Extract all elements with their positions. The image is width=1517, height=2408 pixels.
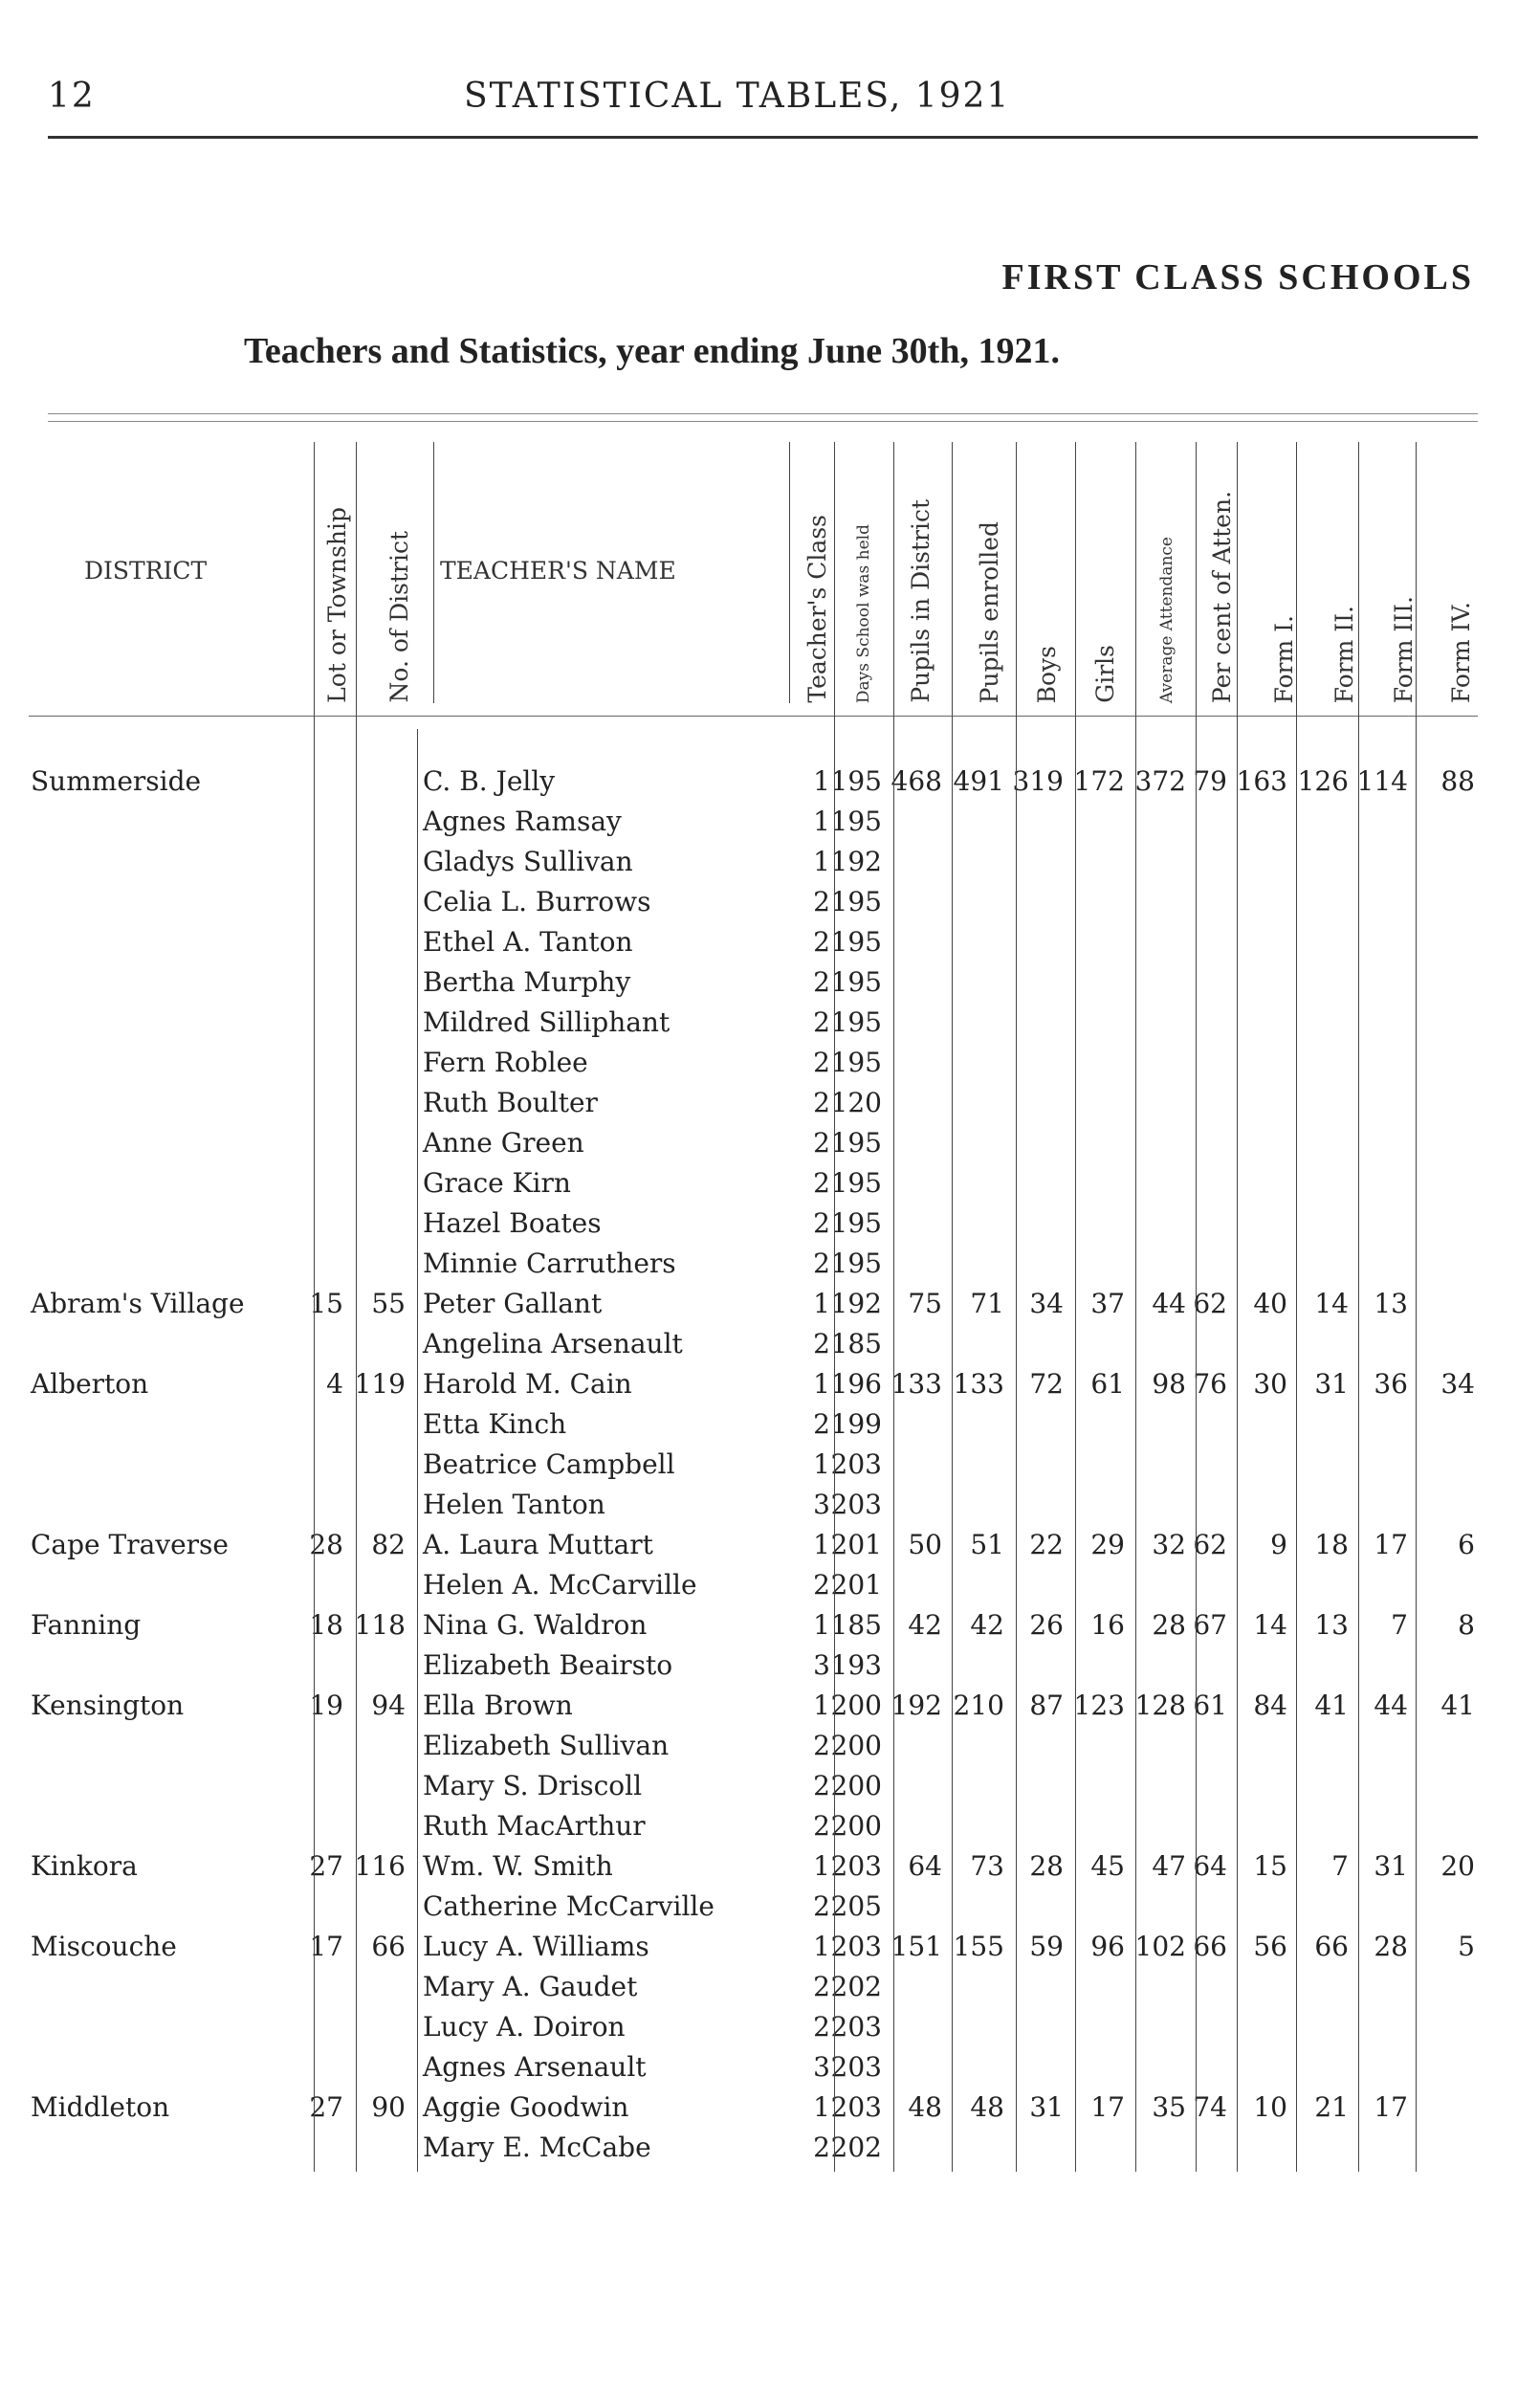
cell-f1: 84 bbox=[1253, 1690, 1287, 1721]
cell-class: 2 bbox=[813, 1890, 830, 1922]
cell-class: 1 bbox=[813, 2091, 830, 2123]
cell-pct: 66 bbox=[1193, 1931, 1227, 1962]
teacher-name: C. B. Jelly bbox=[423, 765, 556, 797]
district-name: Kinkora bbox=[31, 1850, 138, 1882]
cell-pupils-district: 75 bbox=[908, 1288, 942, 1319]
cell-pct: 76 bbox=[1193, 1368, 1227, 1400]
cell-pupils-district: 192 bbox=[890, 1690, 942, 1721]
cell-lot: 28 bbox=[309, 1529, 343, 1560]
teacher-name: Bertha Murphy bbox=[423, 966, 631, 998]
teacher-name: Agnes Ramsay bbox=[423, 806, 622, 837]
cell-class: 2 bbox=[813, 1006, 830, 1038]
cell-dist-no: 119 bbox=[354, 1368, 406, 1400]
cell-avg: 28 bbox=[1152, 1609, 1186, 1641]
cell-pupils-district: 133 bbox=[890, 1368, 942, 1400]
column-header-form-3: Form III. bbox=[1390, 595, 1418, 703]
cell-f1: 30 bbox=[1253, 1368, 1287, 1400]
cell-class: 1 bbox=[813, 1529, 830, 1560]
cell-days: 200 bbox=[830, 1730, 882, 1761]
district-name: Cape Traverse bbox=[31, 1529, 229, 1560]
cell-class: 2 bbox=[813, 1167, 830, 1199]
teacher-name: Ruth Boulter bbox=[423, 1087, 598, 1118]
column-rule bbox=[314, 442, 315, 2172]
cell-f1: 9 bbox=[1270, 1529, 1287, 1560]
cell-class: 1 bbox=[813, 1609, 830, 1641]
cell-days: 200 bbox=[830, 1810, 882, 1842]
cell-boys: 59 bbox=[1029, 1931, 1064, 1962]
cell-f3: 17 bbox=[1374, 1529, 1408, 1560]
cell-f4: 8 bbox=[1458, 1609, 1475, 1641]
cell-enrolled: 51 bbox=[970, 1529, 1004, 1560]
cell-girls: 17 bbox=[1090, 2091, 1125, 2123]
cell-days: 185 bbox=[830, 1328, 882, 1359]
cell-dist-no: 118 bbox=[354, 1609, 406, 1641]
cell-pct: 64 bbox=[1193, 1850, 1227, 1882]
cell-f2: 14 bbox=[1314, 1288, 1349, 1319]
teacher-name: Catherine McCarville bbox=[423, 1890, 715, 1922]
cell-avg: 35 bbox=[1152, 2091, 1186, 2123]
column-rule bbox=[417, 729, 418, 2172]
cell-lot: 15 bbox=[309, 1288, 343, 1319]
cell-days: 203 bbox=[830, 1931, 882, 1962]
column-header-teacher-class: Teacher's Class bbox=[803, 515, 831, 703]
column-rule bbox=[433, 442, 434, 703]
cell-days: 195 bbox=[830, 1207, 882, 1239]
cell-avg: 44 bbox=[1152, 1288, 1186, 1319]
teacher-name: Elizabeth Sullivan bbox=[423, 1730, 670, 1761]
cell-days: 201 bbox=[830, 1529, 882, 1560]
page-number: 12 bbox=[48, 77, 96, 116]
teacher-name: Minnie Carruthers bbox=[423, 1248, 676, 1279]
cell-f3: 17 bbox=[1374, 2091, 1408, 2123]
teacher-name: Grace Kirn bbox=[423, 1167, 571, 1199]
cell-days: 185 bbox=[830, 1609, 882, 1641]
cell-f2: 13 bbox=[1314, 1609, 1349, 1641]
cell-f2: 18 bbox=[1314, 1529, 1349, 1560]
cell-f4: 34 bbox=[1440, 1368, 1475, 1400]
cell-f1: 163 bbox=[1236, 765, 1287, 797]
cell-days: 202 bbox=[830, 2132, 882, 2163]
cell-f2: 31 bbox=[1314, 1368, 1349, 1400]
cell-class: 2 bbox=[813, 1569, 830, 1601]
teacher-name: Helen Tanton bbox=[423, 1489, 605, 1520]
cell-f3: 36 bbox=[1374, 1368, 1408, 1400]
teacher-name: Ruth MacArthur bbox=[423, 1810, 646, 1842]
cell-girls: 61 bbox=[1090, 1368, 1125, 1400]
cell-enrolled: 491 bbox=[953, 765, 1004, 797]
column-rule bbox=[1135, 442, 1136, 2172]
cell-class: 3 bbox=[813, 1649, 830, 1681]
teacher-name: Aggie Goodwin bbox=[423, 2091, 629, 2123]
cell-f4: 6 bbox=[1458, 1529, 1475, 1560]
cell-days: 195 bbox=[830, 966, 882, 998]
cell-pupils-district: 64 bbox=[908, 1850, 942, 1882]
cell-f4: 20 bbox=[1440, 1850, 1475, 1882]
teacher-name: Fern Roblee bbox=[423, 1047, 588, 1078]
running-title: STATISTICAL TABLES, 1921 bbox=[464, 77, 1011, 116]
cell-days: 203 bbox=[830, 2091, 882, 2123]
cell-pupils-district: 50 bbox=[908, 1529, 942, 1560]
cell-girls: 123 bbox=[1073, 1690, 1125, 1721]
district-name: Kensington bbox=[31, 1690, 185, 1721]
column-rule bbox=[1358, 442, 1359, 2172]
teacher-name: Celia L. Burrows bbox=[423, 886, 651, 917]
cell-f3: 44 bbox=[1374, 1690, 1408, 1721]
teacher-name: Mary A. Gaudet bbox=[423, 1971, 638, 2002]
column-rule bbox=[1416, 442, 1417, 2172]
cell-class: 2 bbox=[813, 1971, 830, 2002]
teacher-name: Mary S. Driscoll bbox=[423, 1770, 643, 1801]
column-header-district: DISTRICT bbox=[84, 557, 208, 585]
teacher-name: Ethel A. Tanton bbox=[423, 926, 633, 958]
teacher-name: Anne Green bbox=[423, 1127, 584, 1159]
column-rule bbox=[1196, 442, 1197, 2172]
cell-avg: 102 bbox=[1134, 1931, 1186, 1962]
cell-boys: 72 bbox=[1029, 1368, 1064, 1400]
cell-dist-no: 94 bbox=[371, 1690, 406, 1721]
teacher-name: Etta Kinch bbox=[423, 1408, 567, 1440]
cell-pct: 67 bbox=[1193, 1609, 1227, 1641]
cell-class: 1 bbox=[813, 1288, 830, 1319]
cell-pct: 62 bbox=[1193, 1288, 1227, 1319]
cell-girls: 96 bbox=[1090, 1931, 1125, 1962]
cell-f3: 7 bbox=[1391, 1609, 1408, 1641]
teacher-name: Mildred Silliphant bbox=[423, 1006, 671, 1038]
cell-class: 2 bbox=[813, 1408, 830, 1440]
column-header-days: Days School was held bbox=[854, 523, 873, 703]
cell-pupils-district: 48 bbox=[908, 2091, 942, 2123]
district-name: Alberton bbox=[31, 1368, 149, 1400]
cell-class: 1 bbox=[813, 1448, 830, 1480]
district-name: Middleton bbox=[31, 2091, 170, 2123]
cell-enrolled: 73 bbox=[970, 1850, 1004, 1882]
cell-enrolled: 155 bbox=[953, 1931, 1004, 1962]
cell-class: 1 bbox=[813, 765, 830, 797]
cell-days: 195 bbox=[830, 806, 882, 837]
cell-days: 195 bbox=[830, 926, 882, 958]
teacher-name: Hazel Boates bbox=[423, 1207, 602, 1239]
cell-f1: 14 bbox=[1253, 1609, 1287, 1641]
column-header-percent-attendance: Per cent of Atten. bbox=[1208, 490, 1236, 703]
cell-dist-no: 55 bbox=[371, 1288, 406, 1319]
cell-pupils-district: 151 bbox=[890, 1931, 942, 1962]
cell-lot: 4 bbox=[326, 1368, 343, 1400]
column-header-form-1: Form I. bbox=[1270, 614, 1298, 703]
cell-days: 195 bbox=[830, 1248, 882, 1279]
cell-days: 203 bbox=[830, 1850, 882, 1882]
cell-dist-no: 66 bbox=[371, 1931, 406, 1962]
cell-class: 2 bbox=[813, 1328, 830, 1359]
cell-avg: 47 bbox=[1152, 1850, 1186, 1882]
cell-class: 2 bbox=[813, 1047, 830, 1078]
column-rule bbox=[834, 442, 835, 2172]
cell-dist-no: 116 bbox=[354, 1850, 406, 1882]
cell-class: 1 bbox=[813, 1368, 830, 1400]
cell-class: 2 bbox=[813, 1770, 830, 1801]
cell-class: 2 bbox=[813, 966, 830, 998]
column-rule bbox=[893, 442, 894, 2172]
teacher-name: Nina G. Waldron bbox=[423, 1609, 648, 1641]
cell-f3: 31 bbox=[1374, 1850, 1408, 1882]
column-header-lot: Lot or Township bbox=[323, 507, 351, 703]
cell-days: 192 bbox=[830, 1288, 882, 1319]
cell-days: 203 bbox=[830, 1489, 882, 1520]
cell-days: 120 bbox=[830, 1087, 882, 1118]
teacher-name: Lucy A. Williams bbox=[423, 1931, 649, 1962]
cell-days: 195 bbox=[830, 765, 882, 797]
cell-class: 1 bbox=[813, 1690, 830, 1721]
column-rule bbox=[952, 442, 953, 2172]
cell-pupils-district: 42 bbox=[908, 1609, 942, 1641]
cell-girls: 45 bbox=[1090, 1850, 1125, 1882]
cell-class: 2 bbox=[813, 1730, 830, 1761]
cell-f1: 15 bbox=[1253, 1850, 1287, 1882]
page-header bbox=[48, 77, 1478, 134]
column-header-form-2: Form II. bbox=[1330, 605, 1358, 703]
cell-f1: 10 bbox=[1253, 2091, 1287, 2123]
cell-boys: 319 bbox=[1012, 765, 1064, 797]
cell-lot: 18 bbox=[309, 1609, 343, 1641]
cell-f1: 40 bbox=[1253, 1288, 1287, 1319]
cell-f3: 13 bbox=[1374, 1288, 1408, 1319]
cell-days: 205 bbox=[830, 1890, 882, 1922]
section-title: FIRST CLASS SCHOOLS bbox=[1001, 257, 1474, 298]
district-name: Miscouche bbox=[31, 1931, 177, 1962]
cell-f2: 41 bbox=[1314, 1690, 1349, 1721]
table-top-rule-double bbox=[48, 421, 1478, 422]
district-name: Fanning bbox=[31, 1609, 142, 1641]
cell-days: 199 bbox=[830, 1408, 882, 1440]
column-header-district-no: No. of District bbox=[385, 531, 413, 703]
column-rule bbox=[1016, 442, 1017, 2172]
cell-girls: 16 bbox=[1090, 1609, 1125, 1641]
cell-class: 2 bbox=[813, 886, 830, 917]
column-header-boys: Boys bbox=[1033, 645, 1061, 703]
teacher-name: Beatrice Campbell bbox=[423, 1448, 675, 1480]
cell-class: 2 bbox=[813, 1127, 830, 1159]
column-header-girls: Girls bbox=[1091, 645, 1119, 703]
cell-enrolled: 48 bbox=[970, 2091, 1004, 2123]
cell-class: 2 bbox=[813, 2011, 830, 2043]
cell-f2: 21 bbox=[1314, 2091, 1349, 2123]
teacher-name: Ella Brown bbox=[423, 1690, 573, 1721]
cell-boys: 22 bbox=[1029, 1529, 1064, 1560]
cell-pct: 74 bbox=[1193, 2091, 1227, 2123]
cell-lot: 17 bbox=[309, 1931, 343, 1962]
teacher-name: Wm. W. Smith bbox=[423, 1850, 613, 1882]
cell-days: 196 bbox=[830, 1368, 882, 1400]
table-top-rule bbox=[48, 413, 1478, 414]
cell-class: 2 bbox=[813, 2132, 830, 2163]
cell-boys: 28 bbox=[1029, 1850, 1064, 1882]
cell-days: 203 bbox=[830, 2051, 882, 2083]
cell-enrolled: 71 bbox=[970, 1288, 1004, 1319]
cell-class: 2 bbox=[813, 1207, 830, 1239]
teacher-name: Gladys Sullivan bbox=[423, 846, 633, 877]
cell-pupils-district: 468 bbox=[890, 765, 942, 797]
cell-lot: 27 bbox=[309, 2091, 343, 2123]
cell-class: 2 bbox=[813, 1087, 830, 1118]
cell-girls: 172 bbox=[1073, 765, 1125, 797]
cell-days: 195 bbox=[830, 1167, 882, 1199]
cell-days: 200 bbox=[830, 1770, 882, 1801]
cell-days: 202 bbox=[830, 1971, 882, 2002]
cell-class: 2 bbox=[813, 1810, 830, 1842]
column-rule bbox=[1237, 442, 1238, 2172]
cell-class: 1 bbox=[813, 1931, 830, 1962]
teacher-name: Helen A. McCarville bbox=[423, 1569, 697, 1601]
cell-days: 201 bbox=[830, 1569, 882, 1601]
cell-class: 2 bbox=[813, 926, 830, 958]
cell-pct: 61 bbox=[1193, 1690, 1227, 1721]
cell-days: 203 bbox=[830, 2011, 882, 2043]
cell-enrolled: 133 bbox=[953, 1368, 1004, 1400]
district-name: Abram's Village bbox=[31, 1288, 245, 1319]
cell-enrolled: 210 bbox=[953, 1690, 1004, 1721]
cell-days: 195 bbox=[830, 1127, 882, 1159]
cell-days: 195 bbox=[830, 1006, 882, 1038]
cell-class: 3 bbox=[813, 1489, 830, 1520]
cell-dist-no: 90 bbox=[371, 2091, 406, 2123]
cell-f4: 5 bbox=[1458, 1931, 1475, 1962]
column-rule bbox=[1296, 442, 1297, 2172]
column-header-form-4: Form IV. bbox=[1447, 601, 1475, 703]
cell-enrolled: 42 bbox=[970, 1609, 1004, 1641]
cell-lot: 27 bbox=[309, 1850, 343, 1882]
teacher-name: Agnes Arsenault bbox=[423, 2051, 647, 2083]
cell-boys: 26 bbox=[1029, 1609, 1064, 1641]
teacher-name: Angelina Arsenault bbox=[423, 1328, 683, 1359]
header-bottom-rule bbox=[29, 716, 1478, 717]
teacher-name: Lucy A. Doiron bbox=[423, 2011, 626, 2043]
column-rule bbox=[1075, 442, 1076, 2172]
cell-days: 203 bbox=[830, 1448, 882, 1480]
column-header-enrolled: Pupils enrolled bbox=[976, 520, 1003, 703]
cell-boys: 87 bbox=[1029, 1690, 1064, 1721]
cell-class: 1 bbox=[813, 806, 830, 837]
column-header-teacher: TEACHER'S NAME bbox=[440, 557, 676, 585]
cell-days: 193 bbox=[830, 1649, 882, 1681]
column-header-pupils-district: Pupils in District bbox=[907, 499, 934, 703]
teacher-name: Harold M. Cain bbox=[423, 1368, 632, 1400]
cell-boys: 31 bbox=[1029, 2091, 1064, 2123]
cell-class: 1 bbox=[813, 846, 830, 877]
cell-pct: 79 bbox=[1193, 765, 1227, 797]
cell-f2: 66 bbox=[1314, 1931, 1349, 1962]
cell-f4: 41 bbox=[1440, 1690, 1475, 1721]
teacher-name: A. Laura Muttart bbox=[423, 1529, 653, 1560]
cell-pct: 62 bbox=[1193, 1529, 1227, 1560]
cell-f3: 114 bbox=[1356, 765, 1408, 797]
cell-avg: 128 bbox=[1134, 1690, 1186, 1721]
cell-days: 200 bbox=[830, 1690, 882, 1721]
cell-days: 195 bbox=[830, 886, 882, 917]
teacher-name: Peter Gallant bbox=[423, 1288, 603, 1319]
cell-dist-no: 82 bbox=[371, 1529, 406, 1560]
table-subtitle: Teachers and Statistics, year ending June 30th, 1921. bbox=[244, 331, 1060, 371]
cell-f2: 7 bbox=[1331, 1850, 1349, 1882]
cell-class: 2 bbox=[813, 1248, 830, 1279]
cell-boys: 34 bbox=[1029, 1288, 1064, 1319]
cell-girls: 37 bbox=[1090, 1288, 1125, 1319]
cell-class: 1 bbox=[813, 1850, 830, 1882]
cell-days: 192 bbox=[830, 846, 882, 877]
cell-avg: 32 bbox=[1152, 1529, 1186, 1560]
cell-lot: 19 bbox=[309, 1690, 343, 1721]
cell-f4: 88 bbox=[1440, 765, 1475, 797]
cell-f2: 126 bbox=[1297, 765, 1349, 797]
cell-girls: 29 bbox=[1090, 1529, 1125, 1560]
teacher-name: Elizabeth Beairsto bbox=[423, 1649, 673, 1681]
column-rule bbox=[356, 442, 357, 2172]
cell-class: 3 bbox=[813, 2051, 830, 2083]
cell-f1: 56 bbox=[1253, 1931, 1287, 1962]
cell-avg: 98 bbox=[1152, 1368, 1186, 1400]
district-name: Summerside bbox=[31, 765, 202, 797]
column-header-average-attendance: Average Attendance bbox=[1157, 536, 1176, 703]
cell-avg: 372 bbox=[1134, 765, 1186, 797]
teacher-name: Mary E. McCabe bbox=[423, 2132, 651, 2163]
header-rule bbox=[48, 136, 1478, 139]
cell-f3: 28 bbox=[1374, 1931, 1408, 1962]
column-rule bbox=[789, 442, 790, 703]
cell-days: 195 bbox=[830, 1047, 882, 1078]
